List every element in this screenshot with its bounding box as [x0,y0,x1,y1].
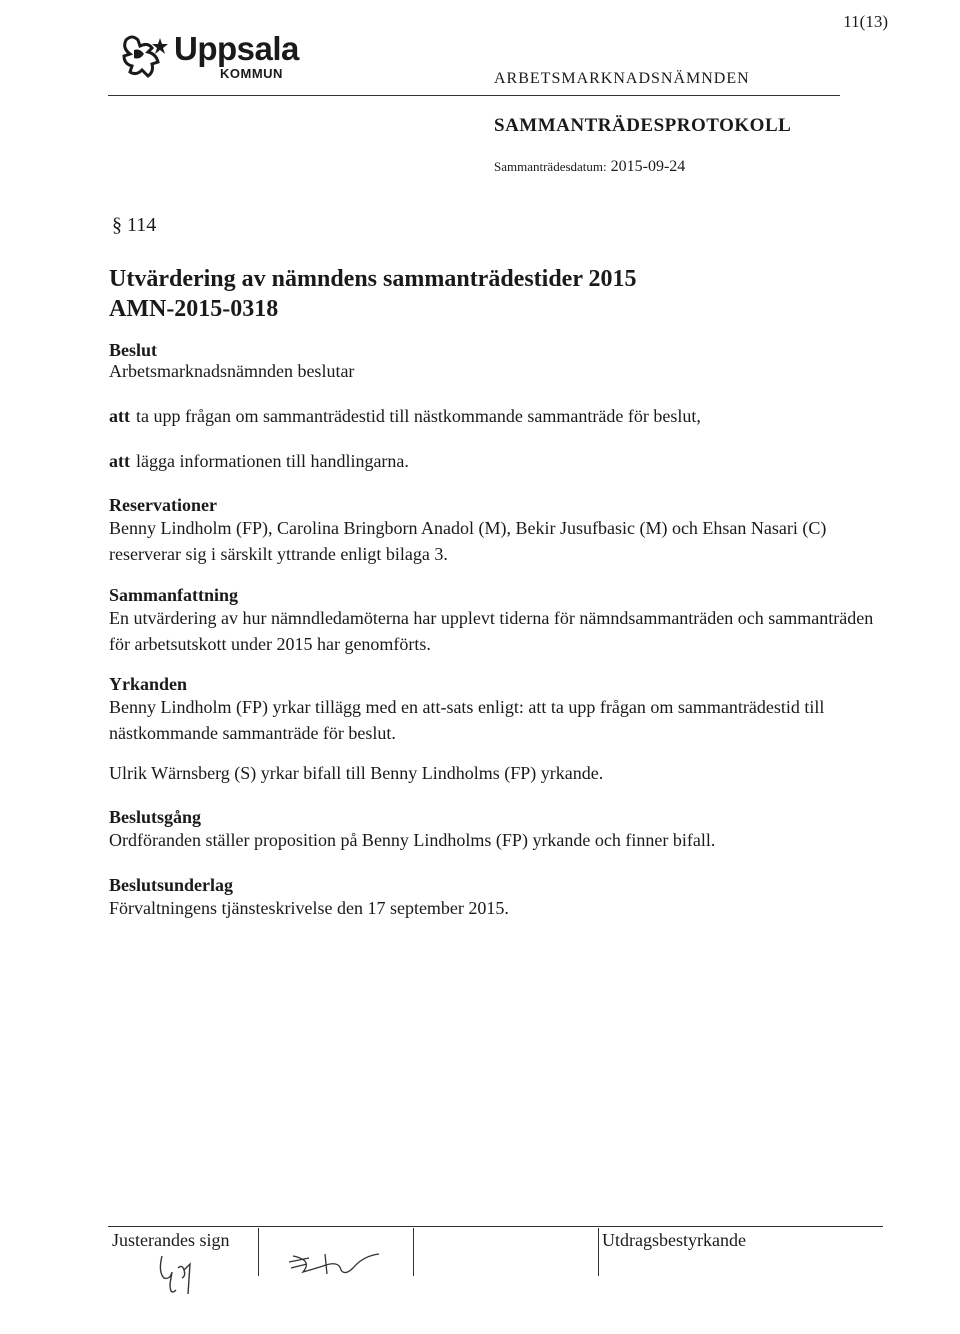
beslut-heading: Beslut [109,340,158,360]
utdragsbestyrkande-label: Utdragsbestyrkande [602,1230,746,1250]
footer-divider [108,1226,883,1227]
justerandes-sign-label: Justerandes sign [112,1230,230,1250]
header-divider [108,95,840,96]
reservationer-text: Benny Lindholm (FP), Carolina Bringborn Anadol (M), Bekir Jusufbasic (M) och Ehsan Nasari (C) reserverar sig i särskilt yttrande enligt bilaga 3. [109,518,827,564]
sammanfattning-text: En utvärdering av hur nämndledamöterna har upplevt tiderna för nämndsammanträden och sammanträden för arbetsutskott under 2015 har genomförts. [109,608,874,654]
decision-item [109,451,409,472]
logo-subtext: KOMMUN [220,66,283,81]
att-keyword: att [109,406,130,426]
decision-item-text: ta upp frågan om sammanträdestid till nästkommande sammanträde för beslut, [136,406,701,426]
beslutsunderlag-text: Förvaltningens tjänsteskrivelse den 17 september 2015. [109,898,509,918]
beslutsgang-heading: Beslutsgång [109,807,202,827]
sammanfattning-heading: Sammanfattning [109,585,239,605]
uppsala-kommun-logo [118,28,318,84]
beslutsgang-text: Ordföranden ställer proposition på Benny Lindholms (FP) yrkande och finner bifall. [109,830,716,850]
yrkanden-text-2: Ulrik Wärnsberg (S) yrkar bifall till Benny Lindholms (FP) yrkande. [109,763,604,783]
signature-footer [108,1226,883,1276]
footer-column-divider [598,1228,599,1276]
yrkanden-heading: Yrkanden [109,674,188,694]
yrkanden-text: Benny Lindholm (FP) yrkar tillägg med en att-sats enligt: att ta upp frågan om sammanträdestid till nästkommande sammanträde för beslut. [109,697,825,743]
department-name: ARBETSMARKNADSNÄMNDEN [494,70,750,87]
footer-column-divider [258,1228,259,1276]
beslut-intro: Arbetsmarknadsnämnden beslutar [109,361,355,381]
meeting-date [494,158,685,176]
handwritten-initials-2 [283,1246,383,1282]
item-title-block [109,264,637,324]
beslutsunderlag-heading: Beslutsunderlag [109,875,234,895]
meeting-date-value: 2015-09-24 [610,158,686,175]
logo-wordmark: Uppsala [174,30,299,67]
reservationer-heading: Reservationer [109,495,217,515]
page-number: 11(13) [843,12,888,31]
att-keyword: att [109,451,130,471]
case-number: AMN-2015-0318 [109,296,279,322]
item-title: Utvärdering av nämndens sammanträdestider 2015 [109,266,637,292]
document-type: SAMMANTRÄDESPROTOKOLL [494,115,792,136]
meeting-date-label: Sammanträdesdatum: [494,159,607,174]
paragraph-number: § 114 [112,214,157,236]
decision-item [109,406,701,427]
lion-crest-icon [118,30,170,82]
decision-item-text: lägga informationen till handlingarna. [136,451,409,471]
footer-column-divider [413,1228,414,1276]
handwritten-initials-1 [154,1250,204,1296]
